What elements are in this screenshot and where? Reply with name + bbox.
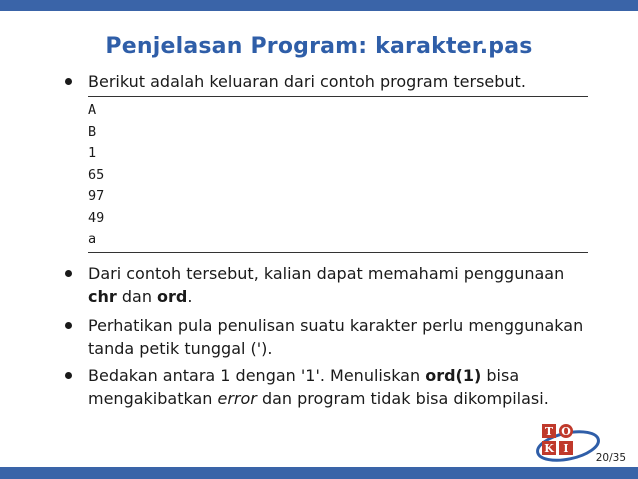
bullet-dot-icon	[65, 372, 72, 379]
output-line: B	[88, 123, 97, 140]
bullet-item: Berikut adalah keluaran dari contoh program tersebut.	[70, 70, 590, 93]
output-line: A	[88, 102, 97, 118]
top-bar	[0, 0, 638, 11]
svg-text:K: K	[544, 442, 554, 455]
bullet-dot-icon	[65, 322, 72, 329]
output-line: 97	[88, 188, 105, 204]
program-output	[88, 100, 104, 251]
page-number: 20/35	[595, 452, 626, 464]
top-rule	[88, 96, 588, 97]
svg-text:O: O	[561, 425, 571, 438]
bullet-dot-icon	[65, 78, 72, 85]
svg-text:I: I	[563, 442, 569, 455]
bullet-dot-icon	[65, 270, 72, 277]
slide-title: Penjelasan Program: karakter.pas	[105, 34, 533, 59]
output-line: 1	[88, 145, 97, 161]
bottom-bar	[0, 467, 638, 479]
toki-logo	[530, 418, 602, 468]
output-line: a	[88, 231, 97, 247]
bottom-rule	[88, 252, 588, 253]
bullet-item: Perhatikan pula penulisan suatu karakter perlu menggunakan tanda petik tunggal (').	[70, 314, 590, 360]
bullet-item: Dari contoh tersebut, kalian dapat memahami penggunaan chr dan ord.	[70, 262, 590, 308]
output-line: 49	[88, 209, 105, 226]
bullet-item: Bedakan antara 1 dengan '1'. Menuliskan ord(1) bisa mengakibatkan error dan program tidak bisa dikompilasi.	[70, 364, 590, 410]
svg-text:T: T	[544, 425, 554, 438]
output-line: 65	[88, 166, 105, 183]
